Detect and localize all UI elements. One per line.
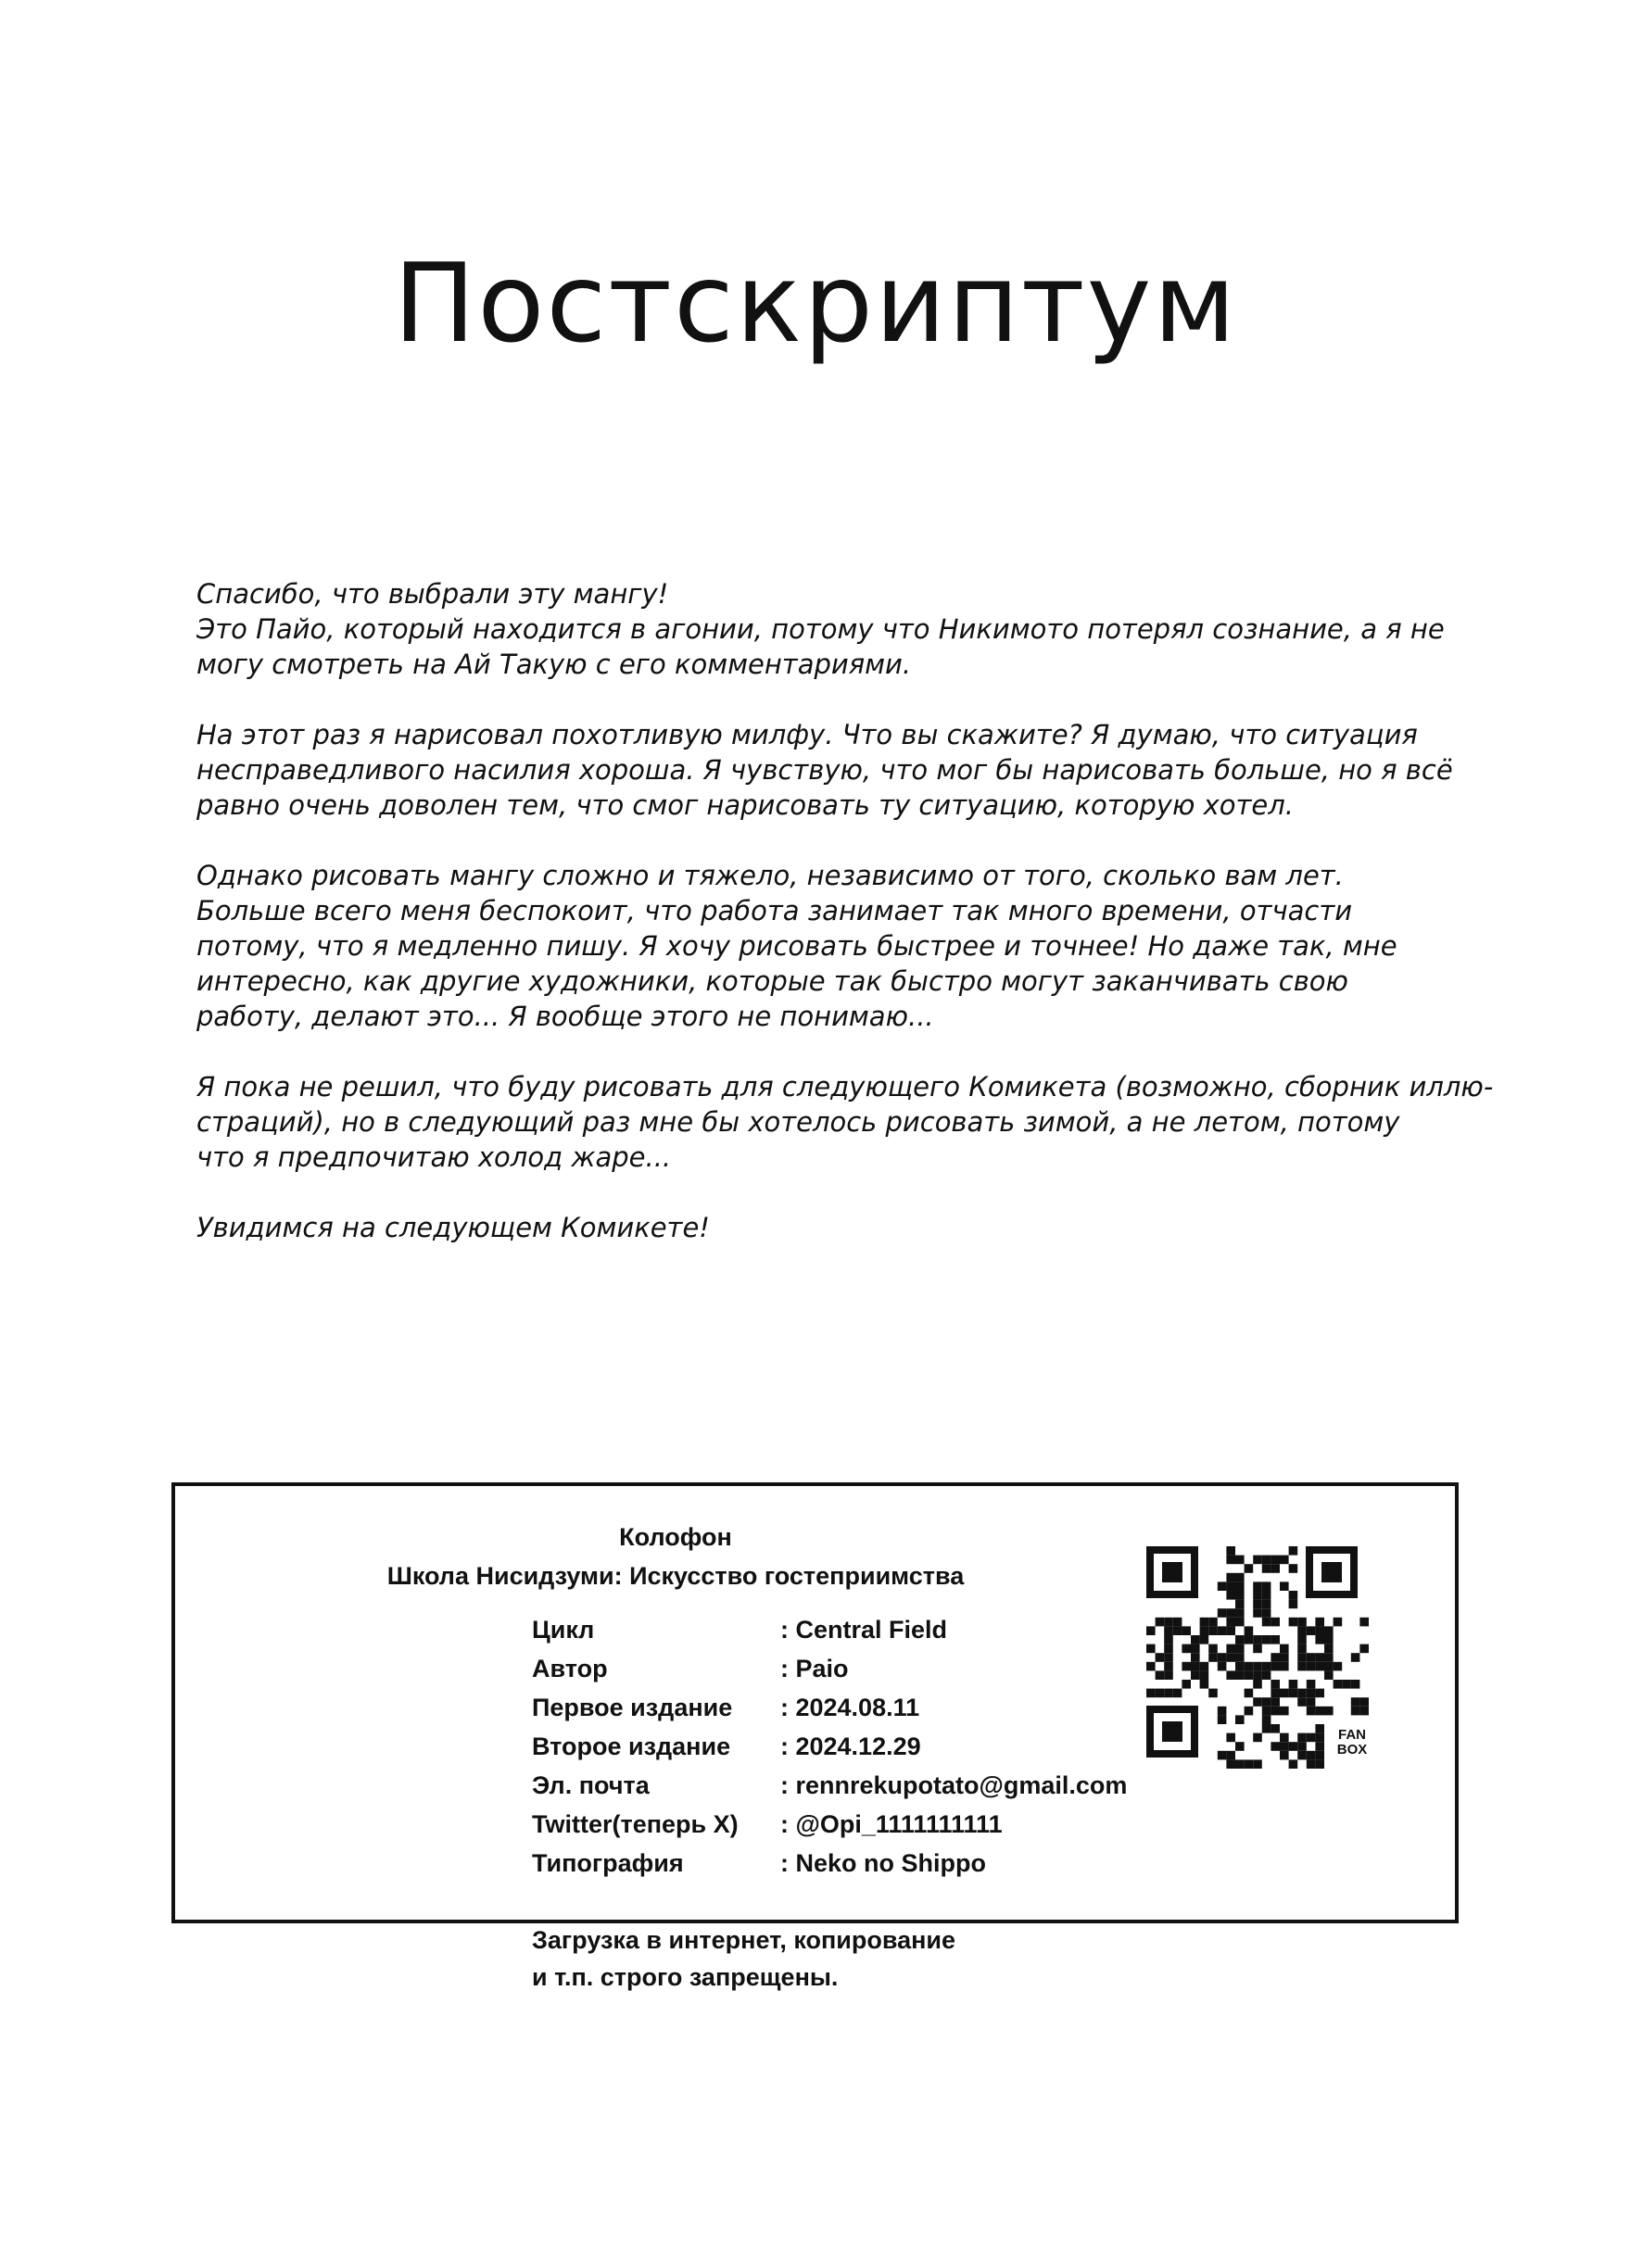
qr-module (1226, 1653, 1235, 1662)
info-label: Второе издание (532, 1732, 731, 1760)
qr-module (1271, 1653, 1280, 1662)
qr-module (1271, 1556, 1280, 1565)
qr-module (1245, 1707, 1254, 1716)
qr-module (1262, 1556, 1271, 1565)
qr-module (1262, 1608, 1271, 1618)
text-line: На этот раз я нарисовал похотливую милфу. Что вы скажите? Я думаю, что ситуация (196, 719, 1418, 750)
qr-module (1235, 1635, 1245, 1644)
qr-module (1280, 1662, 1289, 1671)
qr-module (1315, 1751, 1324, 1760)
qr-module (1289, 1680, 1298, 1689)
qr-module (1271, 1724, 1280, 1733)
qr-module (1262, 1591, 1271, 1600)
qr-module (1226, 1546, 1235, 1556)
qr-module (1253, 1662, 1262, 1671)
qr-module (1271, 1564, 1280, 1573)
qr-module (1289, 1546, 1298, 1556)
text-line: Больше всего меня беспокоит, что работа занимает так много времени, отчасти (196, 895, 1353, 926)
qr-module (1146, 1689, 1156, 1698)
qr-module (1307, 1626, 1316, 1635)
qr-module (1235, 1591, 1245, 1600)
qr-module (1218, 1581, 1227, 1591)
text-line: могу смотреть на Ай Такую с его комментариями. (196, 649, 912, 680)
qr-module (1280, 1653, 1289, 1662)
qr-module (1200, 1680, 1209, 1689)
qr-module (1191, 1662, 1200, 1671)
qr-module (1218, 1715, 1227, 1724)
qr-module (1191, 1653, 1200, 1662)
qr-module (1208, 1644, 1218, 1654)
qr-module (1359, 1618, 1369, 1627)
qr-module (1262, 1618, 1271, 1627)
book-title: Школа Нисидзуми: Искусство гостеприимства (386, 1562, 965, 1590)
qr-module (1235, 1618, 1245, 1627)
qr-module (1200, 1618, 1209, 1627)
qr-module (1351, 1697, 1360, 1707)
qr-module (1226, 1751, 1235, 1760)
text-line: Однако рисовать мангу сложно и тяжело, независимо от того, сколько вам лет. (196, 860, 1344, 891)
qr-module (1262, 1670, 1271, 1680)
paragraph-5 (196, 1210, 1438, 1245)
info-value: : Central Field (780, 1616, 948, 1644)
text-line: потому, что я медленно пишу. Я хочу рисовать быстрее и точнее! Но даже так, мне (196, 930, 1397, 962)
qr-module (1315, 1742, 1324, 1751)
qr-module (1235, 1608, 1245, 1618)
qr-module (1235, 1662, 1245, 1671)
qr-module (1324, 1670, 1334, 1680)
qr-module (1324, 1653, 1334, 1662)
qr-module (1164, 1653, 1173, 1662)
qr-module (1191, 1644, 1200, 1654)
qr-module (1218, 1653, 1227, 1662)
qr-module (1235, 1715, 1245, 1724)
qr-module (1262, 1697, 1271, 1707)
qr-module (1235, 1581, 1245, 1591)
qr-module (1359, 1707, 1369, 1716)
qr-module (1315, 1689, 1324, 1698)
qr-module (1271, 1689, 1280, 1698)
qr-module (1208, 1626, 1218, 1635)
qr-module (1307, 1759, 1316, 1769)
info-label: Первое издание (532, 1694, 733, 1721)
info-label: Типография (532, 1849, 684, 1877)
qr-module (1226, 1759, 1235, 1769)
qr-module (1164, 1635, 1173, 1644)
qr-module (1280, 1751, 1289, 1760)
qr-module (1297, 1751, 1307, 1760)
text-line: что я предпочитаю холод жаре... (196, 1141, 672, 1173)
qr-module (1226, 1556, 1235, 1565)
qr-module (1297, 1618, 1307, 1627)
qr-module (1235, 1670, 1245, 1680)
qr-module (1164, 1626, 1173, 1635)
qr-module (1173, 1689, 1182, 1698)
info-label: Эл. почта (532, 1771, 650, 1799)
qr-module (1262, 1564, 1271, 1573)
qr-module (1182, 1626, 1191, 1635)
qr-module (1164, 1662, 1173, 1671)
text-line: Я пока не решил, что буду рисовать для следующего Комикета (возможно, сборник иллю- (196, 1071, 1494, 1102)
fanbox-badge: FAN (1338, 1727, 1366, 1743)
qr-module (1235, 1653, 1245, 1662)
qr-module (1280, 1556, 1289, 1565)
qr-module (1191, 1635, 1200, 1644)
qr-module (1235, 1556, 1245, 1565)
qr-module (1208, 1689, 1218, 1698)
fanbox-badge-line2: BOX (1336, 1742, 1368, 1758)
qr-module (1253, 1591, 1262, 1600)
qr-module (1315, 1733, 1324, 1743)
qr-module (1253, 1608, 1262, 1618)
qr-module (1280, 1733, 1289, 1743)
text-line: работу, делают это... Я вообще этого не понимаю... (196, 1001, 934, 1032)
qr-module (1315, 1653, 1324, 1662)
qr-module (1297, 1626, 1307, 1635)
qr-module (1334, 1618, 1343, 1627)
info-value: : @Opi_1111111111 (780, 1810, 1003, 1838)
qr-module (1200, 1670, 1209, 1680)
qr-module (1324, 1626, 1334, 1635)
info-value: : rennrekupotato@gmail.com (780, 1771, 1128, 1799)
qr-module (1334, 1662, 1343, 1671)
copyright-notice (532, 1922, 955, 1996)
qr-module (1307, 1662, 1316, 1671)
qr-module (1253, 1556, 1262, 1565)
qr-module (1253, 1581, 1262, 1591)
qr-module (1271, 1662, 1280, 1671)
qr-module (1182, 1680, 1191, 1689)
qr-module (1200, 1662, 1209, 1671)
qr-module (1245, 1670, 1254, 1680)
qr-module (1289, 1759, 1298, 1769)
qr-module (1182, 1644, 1191, 1654)
qr-module (1351, 1653, 1360, 1662)
qr-module (1324, 1644, 1334, 1654)
qr-module (1245, 1759, 1254, 1769)
info-value: : Neko no Shippo (780, 1849, 986, 1877)
qr-module (1307, 1680, 1316, 1689)
qr-module (1245, 1662, 1254, 1671)
qr-module (1297, 1742, 1307, 1751)
qr-module (1324, 1662, 1334, 1671)
text-line: несправедливого насилия хороша. Я чувствую, что мог бы нарисовать больше, но я всё (196, 754, 1453, 786)
text-line: страций), но в следующий раз мне бы хотелось рисовать зимой, а не летом, потому (196, 1106, 1400, 1138)
qr-module (1271, 1742, 1280, 1751)
qr-module (1226, 1573, 1235, 1582)
qr-module (1271, 1707, 1280, 1716)
qr-module (1324, 1635, 1334, 1644)
qr-module (1289, 1591, 1298, 1600)
notice-line: и т.п. строго запрещены. (532, 1963, 839, 1991)
qr-module (1164, 1618, 1173, 1627)
qr-module (1253, 1635, 1262, 1644)
afterword-text (196, 576, 1494, 1280)
qr-module (1226, 1591, 1235, 1600)
qr-module (1218, 1751, 1227, 1760)
qr-module (1208, 1653, 1218, 1662)
qr-module (1342, 1680, 1351, 1689)
qr-module (1218, 1707, 1227, 1716)
qr-module (1253, 1644, 1262, 1654)
qr-module (1146, 1626, 1156, 1635)
qr-module (1226, 1608, 1235, 1618)
qr-module (1351, 1680, 1360, 1689)
qr-module (1297, 1689, 1307, 1698)
info-label: Twitter(теперь X) (532, 1810, 739, 1838)
qr-module (1146, 1662, 1156, 1671)
qr-module (1359, 1644, 1369, 1654)
info-row-author (532, 1655, 1181, 1694)
text-line: Спасибо, что выбрали эту мангу! (196, 578, 669, 610)
qr-module (1334, 1680, 1343, 1689)
qr-module (1307, 1697, 1316, 1707)
info-value: : Paio (780, 1655, 849, 1682)
qr-module (1208, 1618, 1218, 1627)
qr-module (1156, 1670, 1165, 1680)
qr-module (1315, 1724, 1324, 1733)
qr-module (1245, 1635, 1254, 1644)
qr-module (1226, 1644, 1235, 1654)
qr-module (1200, 1626, 1209, 1635)
text-line: интересно, как другие художники, которые так быстро могут заканчивать свою (196, 965, 1348, 997)
qr-module (1253, 1733, 1262, 1743)
qr-module (1271, 1680, 1280, 1689)
qr-module (1359, 1697, 1369, 1707)
info-value: : 2024.08.11 (780, 1694, 920, 1721)
qr-module (1226, 1670, 1235, 1680)
paragraph-4 (196, 1069, 1494, 1175)
qr-module (1156, 1689, 1165, 1698)
qr-module (1253, 1670, 1262, 1680)
info-row-twitter (532, 1810, 1181, 1849)
qr-module (1289, 1742, 1298, 1751)
qr-module (1262, 1600, 1271, 1609)
info-row-printer (532, 1849, 1181, 1888)
qr-module (1164, 1644, 1173, 1654)
qr-module (1271, 1697, 1280, 1707)
qr-module (1235, 1644, 1245, 1654)
notice-line: Загрузка в интернет, копирование (532, 1926, 956, 1954)
qr-module (1164, 1689, 1173, 1698)
qr-module (1235, 1573, 1245, 1582)
qr-module (1324, 1707, 1334, 1716)
qr-module (1280, 1707, 1289, 1716)
qr-module (1315, 1635, 1324, 1644)
qr-module (1226, 1733, 1235, 1743)
qr-module (1307, 1653, 1316, 1662)
qr-module (1253, 1680, 1262, 1689)
page-title: Постскриптум (393, 239, 1238, 367)
qr-module (1146, 1644, 1156, 1654)
qr-module (1289, 1689, 1298, 1698)
info-value: : 2024.12.29 (780, 1732, 921, 1760)
qr-module (1200, 1635, 1209, 1644)
qr-module (1297, 1635, 1307, 1644)
qr-module (1218, 1626, 1227, 1635)
qr-module (1262, 1662, 1271, 1671)
qr-module (1307, 1733, 1316, 1743)
qr-module (1297, 1733, 1307, 1743)
qr-module (1245, 1626, 1254, 1635)
qr-module (1253, 1697, 1262, 1707)
qr-module (1262, 1581, 1271, 1591)
text-line: Увидимся на следующем Комикете! (196, 1212, 710, 1243)
qr-module (1315, 1662, 1324, 1671)
qr-module (1262, 1724, 1271, 1733)
qr-module (1289, 1618, 1298, 1627)
qr-module (1271, 1618, 1280, 1627)
info-label: Цикл (532, 1616, 595, 1644)
qr-module (1297, 1697, 1307, 1707)
colophon-box (171, 1482, 1459, 1991)
qr-module (1315, 1626, 1324, 1635)
qr-module (1351, 1707, 1360, 1716)
paragraph-2 (196, 717, 1453, 823)
qr-module (1235, 1742, 1245, 1751)
text-line: Это Пайо, который находится в агонии, потому что Никимото потерял сознание, а я не (196, 613, 1445, 645)
qr-module (1280, 1581, 1289, 1591)
qr-module (1156, 1618, 1165, 1627)
qr-module (1262, 1635, 1271, 1644)
info-row-series (532, 1616, 1181, 1655)
qr-module (1307, 1707, 1316, 1716)
qr-module (1245, 1689, 1254, 1698)
qr-module (1226, 1626, 1235, 1635)
qr-module (1235, 1600, 1245, 1609)
qr-module (1218, 1608, 1227, 1618)
qr-module (1280, 1742, 1289, 1751)
qr-module (1156, 1653, 1165, 1662)
info-row-email (532, 1771, 1181, 1810)
qr-module (1253, 1600, 1262, 1609)
qr-module (1245, 1564, 1254, 1573)
paragraph-3 (196, 858, 1438, 1034)
fanbox-qr-code (1146, 1546, 1369, 1769)
qr-module (1235, 1759, 1245, 1769)
qr-module (1218, 1662, 1227, 1671)
paragraph-1 (196, 576, 1445, 682)
qr-module (1226, 1618, 1235, 1627)
qr-module (1289, 1564, 1298, 1573)
qr-module (1315, 1759, 1324, 1769)
text-line: равно очень доволен тем, что смог нарисовать ту ситуацию, которую хотел. (196, 789, 1294, 821)
colophon-heading: Колофон (619, 1523, 732, 1551)
qr-module (1173, 1618, 1182, 1627)
info-row-first-edition (532, 1694, 1181, 1732)
qr-module (1307, 1689, 1316, 1698)
qr-module (1315, 1618, 1324, 1627)
qr-module (1191, 1670, 1200, 1680)
qr-module (1297, 1653, 1307, 1662)
qr-module (1173, 1626, 1182, 1635)
qr-module (1271, 1635, 1280, 1644)
qr-module (1164, 1670, 1173, 1680)
qr-module (1280, 1644, 1289, 1654)
qr-module (1315, 1707, 1324, 1716)
qr-module (1280, 1689, 1289, 1698)
info-label: Автор (532, 1655, 608, 1682)
qr-module (1182, 1662, 1191, 1671)
qr-module (1253, 1759, 1262, 1769)
qr-module (1262, 1715, 1271, 1724)
qr-module (1307, 1751, 1316, 1760)
qr-module (1297, 1662, 1307, 1671)
qr-module (1262, 1707, 1271, 1716)
info-row-second-edition (532, 1732, 1181, 1771)
qr-module (1297, 1644, 1307, 1654)
qr-module (1289, 1600, 1298, 1609)
qr-module (1226, 1581, 1235, 1591)
